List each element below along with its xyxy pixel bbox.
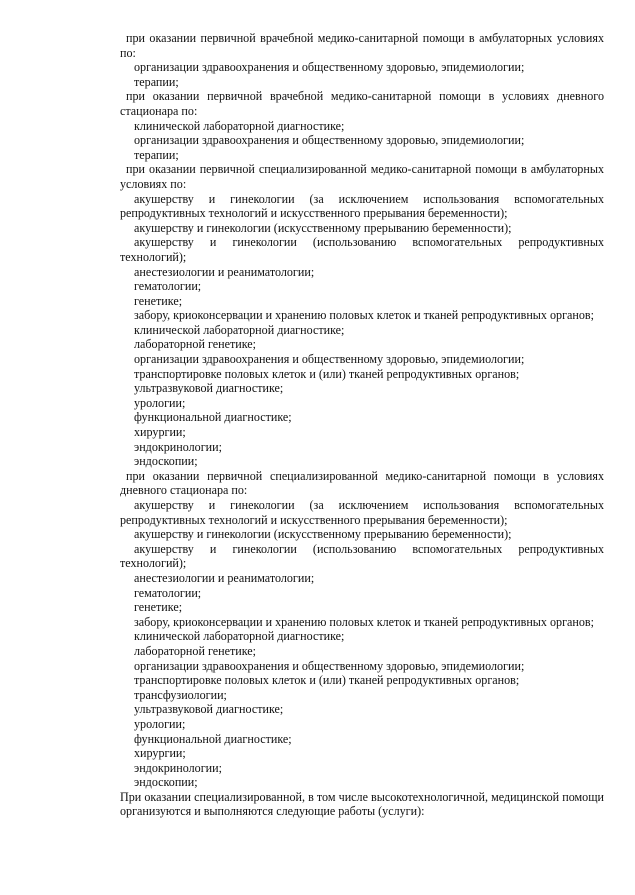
list-item: гематологии; (134, 585, 202, 600)
paragraph: При оказании специализированной, в том числе высокотехнологичной, медицинской помощи организуются и выполняются следующие работы (услуги): (120, 789, 604, 819)
list-item: эндокринологии; (134, 760, 222, 775)
list-item: забору, криоконсервации и хранению половых клеток и тканей репродуктивных органов; (134, 308, 594, 323)
document-body (120, 31, 604, 819)
list-item: акушерству и гинекологии (искусственному прерыванию беременности); (134, 527, 512, 542)
section-heading: при оказании первичной специализированной медико-санитарной помощи в амбулаторных условиях по: (120, 162, 604, 191)
list-item: организации здравоохранения и общественному здоровью, эпидемиологии; (134, 133, 525, 148)
list-item: терапии; (134, 74, 179, 89)
list-item: клинической лабораторной диагностике; (134, 322, 345, 337)
list-item: урологии; (134, 395, 186, 410)
list-item: урологии; (134, 716, 186, 731)
list-item: ультразвуковой диагностике; (134, 702, 284, 717)
list-item: анестезиологии и реаниматологии; (134, 264, 315, 279)
list-item: функциональной диагностике; (134, 731, 292, 746)
list-item: клинической лабораторной диагностике; (134, 118, 345, 133)
list-item: лабораторной генетике; (134, 643, 257, 658)
list-item: гематологии; (134, 279, 202, 294)
list-item: трансфузиологии; (134, 687, 227, 702)
list-item: эндоскопии; (134, 775, 198, 790)
list-item: анестезиологии и реаниматологии; (134, 570, 315, 585)
list-item: генетике; (134, 600, 183, 615)
list-item: функциональной диагностике; (134, 410, 292, 425)
list-item: лабораторной генетике; (134, 337, 257, 352)
list-item: терапии; (134, 147, 179, 162)
list-item: организации здравоохранения и общественному здоровью, эпидемиологии; (134, 60, 525, 75)
list-item: акушерству и гинекологии (за исключением использования вспомогательных репродуктивных технологий и искусственного прерывания беременности); (120, 191, 604, 221)
section-heading: при оказании первичной врачебной медико-санитарной помощи в условиях дневного стационара по: (120, 89, 604, 118)
list-item: хирургии; (134, 746, 186, 761)
list-item: транспортировке половых клеток и (или) тканей репродуктивных органов; (134, 673, 520, 688)
list-item: клинической лабораторной диагностике; (134, 629, 345, 644)
list-item: организации здравоохранения и общественному здоровью, эпидемиологии; (134, 658, 525, 673)
section-heading: при оказании первичной специализированной медико-санитарной помощи в условиях дневного стационара по: (120, 468, 604, 498)
list-item: эндоскопии; (134, 454, 198, 469)
list-item: эндокринологии; (134, 439, 222, 454)
list-item: акушерству и гинекологии (использованию вспомогательных репродуктивных технологий); (120, 235, 604, 264)
list-item: хирургии; (134, 425, 186, 440)
list-item: акушерству и гинекологии (искусственному прерыванию беременности); (134, 220, 512, 235)
list-item: транспортировке половых клеток и (или) тканей репродуктивных органов; (134, 366, 520, 381)
list-item: акушерству и гинекологии (за исключением использования вспомогательных репродуктивных технологий и искусственного прерывания беременности); (120, 498, 604, 527)
list-item: генетике; (134, 293, 183, 308)
list-item: ультразвуковой диагностике; (134, 381, 284, 396)
list-item: забору, криоконсервации и хранению половых клеток и тканей репродуктивных органов; (134, 614, 594, 629)
list-item: акушерству и гинекологии (использованию вспомогательных репродуктивных технологий); (120, 541, 604, 571)
list-item: организации здравоохранения и общественному здоровью, эпидемиологии; (134, 352, 525, 367)
section-heading: при оказании первичной врачебной медико-санитарной помощи в амбулаторных условиях по: (120, 31, 604, 60)
